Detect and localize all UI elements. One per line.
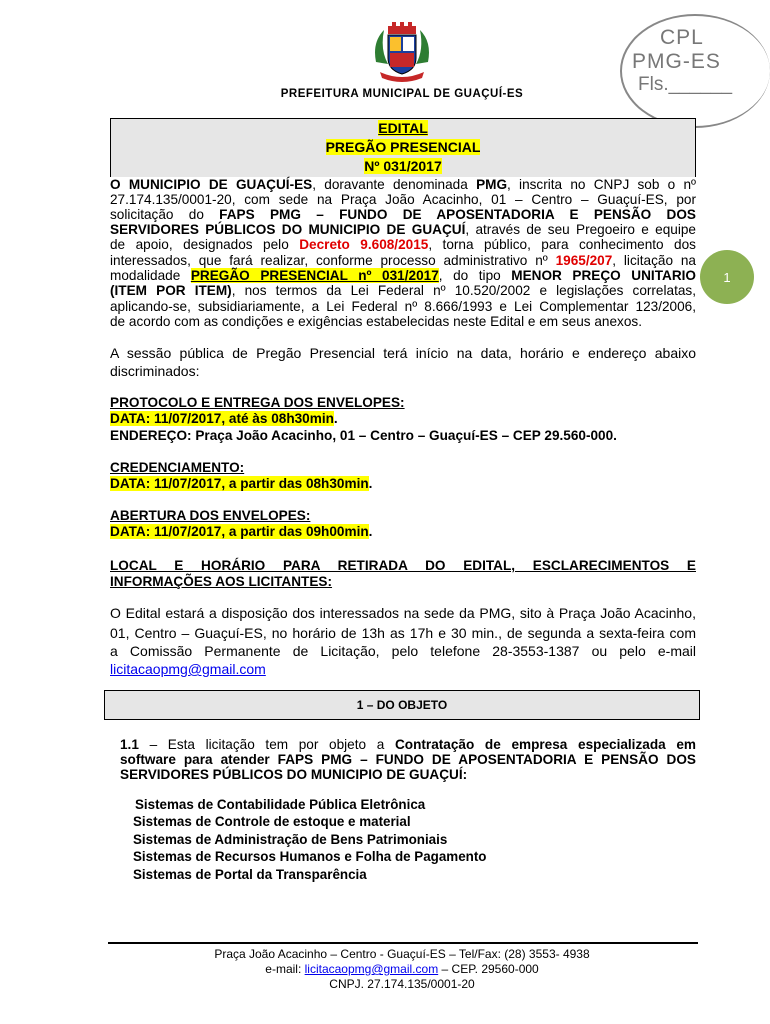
footer-email-link[interactable]: licitacaopmg@gmail.com <box>304 962 439 976</box>
system-item: Sistemas de Controle de estoque e material <box>133 814 411 830</box>
local-heading-1: LOCAL E HORÁRIO PARA RETIRADA DO EDITAL, ESCLARECIMENTOS E <box>110 558 696 573</box>
intro-line-1: O MUNICIPIO DE GUAÇUÍ-ES, doravante denominada PMG, inscrita no CNPJ sob o nº <box>110 177 696 192</box>
session-line-2: discriminados: <box>110 363 200 379</box>
protocol-date: DATA: 11/07/2017, até às 08h30min. <box>110 411 338 426</box>
footer-cnpj: CNPJ. 27.174.135/0001-20 <box>329 977 475 991</box>
system-item: Sistemas de Recursos Humanos e Folha de Pagamento <box>133 849 487 865</box>
intro-line-9: aplicando-se, subsidiariamente, a Lei Federal nº 8.666/1993 e Lei Complementar 123/2006, <box>110 299 696 314</box>
systems-list <box>133 796 486 883</box>
credenciamento-heading: CREDENCIAMENTO: <box>110 460 245 475</box>
section-1-header <box>104 690 700 720</box>
protocol-heading: PROTOCOLO E ENTREGA DOS ENVELOPES: <box>110 395 405 410</box>
stamp-line-cpl: CPL <box>660 26 704 49</box>
intro-line-4: SERVIDORES PÚBLICOS DO MUNICIPIO DE GUAÇUÍ, através de seu Pregoeiro e equipe <box>110 222 696 237</box>
page-number-badge <box>700 250 754 304</box>
intro-line-2: 27.174.135/0001-20, com sede na Praça João Acacinho, 01 – Centro – Guaçuí-ES, por <box>110 192 696 207</box>
abertura-date: DATA: 11/07/2017, a partir das 09h00min. <box>110 524 373 539</box>
stamp-line-fls: Fls.______ <box>638 74 733 95</box>
title-pregao: PREGÃO PRESENCIAL <box>325 139 481 155</box>
intro-line-7: modalidade PREGÃO PRESENCIAL nº 031/2017, do tipo MENOR PREÇO UNITARIO <box>110 268 696 283</box>
protocol-address: ENDEREÇO: Praça João Acacinho, 01 – Centro – Guaçuí-ES – CEP 29.560-000. <box>110 428 617 443</box>
title-number: Nº 031/2017 <box>364 158 442 174</box>
session-line-1: A sessão pública de Pregão Presencial terá início na data, horário e endereço abaixo <box>110 345 696 361</box>
stamp-line-pmg: PMG-ES <box>632 50 721 73</box>
local-line-2: 01, Centro – Guaçuí-ES, no horário de 13h as 17h e 30 min., de segunda a sexta-feira com <box>110 625 696 641</box>
intro-line-6: interessados, que fará realizar, conforme processo administrativo nº 1965/207, licitação na <box>110 253 696 268</box>
local-line-3: a Comissão Permanente de Licitação, pelo telefone 28-3553-1387 ou pelo e-mail <box>110 643 696 659</box>
abertura-heading: ABERTURA DOS ENVELOPES: <box>110 508 311 523</box>
org-name: PREFEITURA MUNICIPAL DE GUAÇUÍ-ES <box>280 88 524 100</box>
system-item: Sistemas de Administração de Bens Patrimoniais <box>133 831 448 847</box>
intro-line-3: solicitação do FAPS PMG – FUNDO DE APOSENTADORIA E PENSÃO DOS <box>110 207 696 222</box>
footer-address: Praça João Acacinho – Centro - Guaçuí-ES – Tel/Fax: (28) 3553- 4938 <box>214 947 590 961</box>
section-1-line-2: software para atender FAPS PMG – FUNDO DE APOSENTADORIA E PENSÃO DOS <box>120 752 696 767</box>
footer <box>0 947 770 992</box>
system-item: Sistemas de Portal da Transparência <box>133 866 367 882</box>
local-heading-2: INFORMAÇÕES AOS LICITANTES: <box>110 574 333 589</box>
cpl-stamp <box>612 10 770 128</box>
footer-divider <box>108 942 698 944</box>
intro-line-10: de acordo com as condições e exigências estabelecidas neste Edital e em seus anexos. <box>110 314 642 329</box>
section-1-line-3: SERVIDORES PÚBLICOS DO MUNICIPIO DE GUAÇUÍ: <box>120 767 468 782</box>
local-email-link[interactable]: licitacaopmg@gmail.com <box>110 661 266 677</box>
intro-line-5: de apoio, designados pelo Decreto 9.608/2015, torna público, para conhecimento dos <box>110 237 696 252</box>
system-item: Sistemas de Contabilidade Pública Eletrônica <box>135 797 426 812</box>
title-edital: EDITAL <box>378 120 428 136</box>
coat-of-arms-logo <box>370 22 434 84</box>
title-box <box>110 118 696 177</box>
credenciamento-date: DATA: 11/07/2017, a partir das 08h30min. <box>110 476 373 491</box>
local-email-line <box>110 661 696 678</box>
section-1-line-1: 1.1 – Esta licitação tem por objeto a Contratação de empresa especializada em <box>120 737 696 752</box>
local-line-1: O Edital estará a disposição dos interessados na sede da PMG, sito à Praça João Acacinho, <box>110 605 696 621</box>
intro-line-8: (ITEM POR ITEM), nos termos da Lei Federal nº 10.520/2002 e legislações correlatas, <box>110 283 696 298</box>
page-number: 1 <box>723 269 731 285</box>
section-1-title: 1 – DO OBJETO <box>356 698 448 712</box>
footer-email-line: e-mail: licitacaopmg@gmail.com – CEP. 29560-000 <box>265 962 539 976</box>
